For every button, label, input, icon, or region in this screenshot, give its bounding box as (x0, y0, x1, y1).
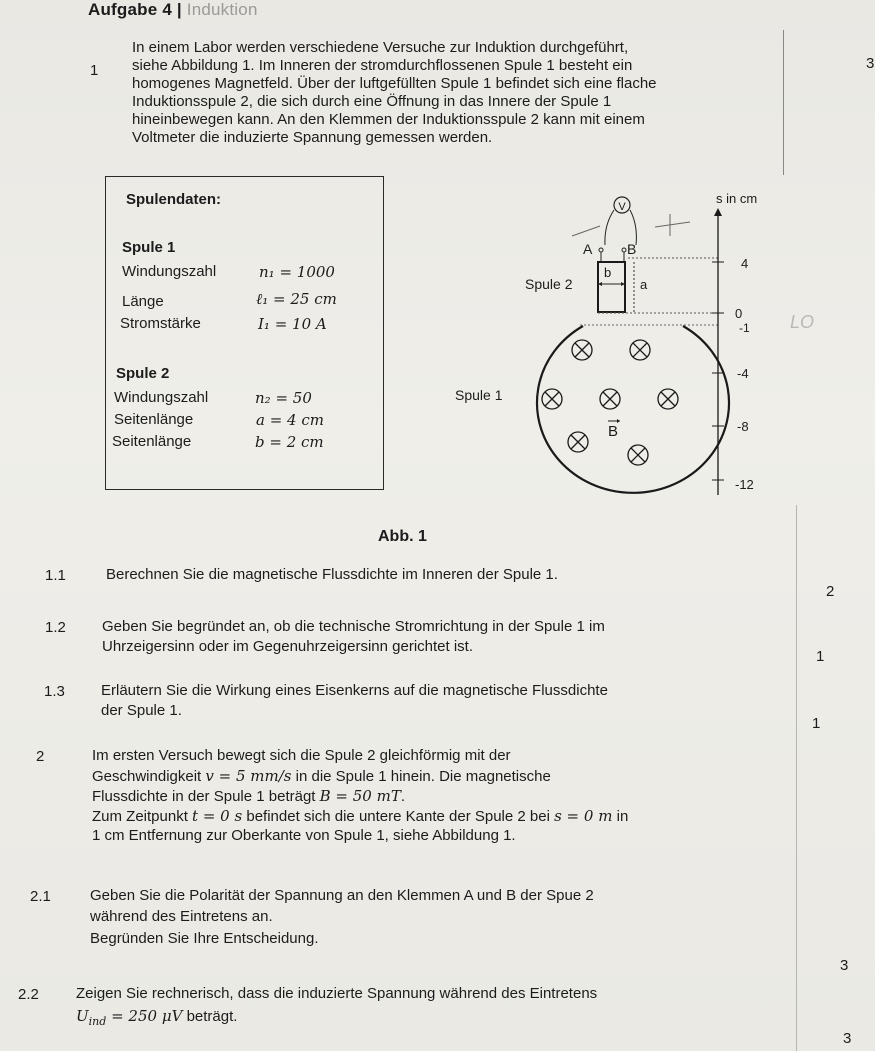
q2-1-line: Begründen Sie Ihre Entscheidung. (90, 930, 319, 947)
laenge-label: Länge (122, 293, 164, 310)
q1-1-text: Berechnen Sie die magnetische Flussdichte im Inneren der Spule 1. (106, 566, 558, 583)
field-vector-arrowhead (617, 419, 620, 423)
q1-2-line: Uhrzeigersinn oder im Gegenuhrzeigersinn gerichtet ist. (102, 638, 474, 655)
pencil-scribble: LO (790, 312, 815, 332)
task1-line: homogenes Magnetfeld. Über der luftgefüllten Spule 1 befindet sich eine flache (132, 75, 657, 92)
pencil-marks (572, 214, 690, 236)
voltage-value: = 250 μV (106, 1007, 183, 1025)
task2-text (92, 748, 792, 848)
dimension-b-label: b (604, 265, 612, 280)
q2-1-text (90, 888, 594, 953)
field-cross-icon (600, 389, 620, 409)
q1-1-points: 2 (826, 583, 835, 600)
field-cross-icon (628, 445, 648, 465)
q1-2-number: 1.2 (45, 619, 66, 636)
spule2-label: Spule 2 (525, 276, 573, 292)
terminal-b (622, 248, 626, 252)
velocity-value: v = 5 mm/s (205, 767, 292, 785)
windungszahl-label-2: Windungszahl (114, 389, 209, 406)
tick-label: -12 (735, 477, 754, 492)
s-axis-arrow (714, 208, 722, 216)
tick-label: 0 (735, 306, 743, 321)
field-b-label: B (608, 423, 619, 440)
q1-2-line: Geben Sie begründet an, ob die technische Stromrichtung in der Spule 1 im (102, 618, 605, 635)
field-cross-icon (542, 389, 562, 409)
voltmeter-label: V (618, 201, 626, 213)
q2-2-line: Zeigen Sie rechnerisch, dass die induzierte Spannung während des Eintretens (76, 985, 598, 1002)
task-title-faded: Induktion (186, 0, 258, 19)
terminal-b-label: B (627, 241, 637, 257)
q1-3-line: Erläutern Sie die Wirkung eines Eisenkerns auf die magnetische Flussdichte (101, 682, 608, 699)
spule2-title: Spule 2 (116, 365, 170, 382)
q2-2-points: 3 (843, 1030, 852, 1047)
spule1-title: Spule 1 (122, 239, 176, 256)
margin-divider-lower (796, 505, 797, 1051)
tick-label: -8 (737, 419, 749, 434)
task2-line: Im ersten Versuch bewegt sich die Spule 2 gleichförmig mit der (92, 747, 511, 764)
task2-line: Zum Zeitpunkt t = 0 s befindet sich die untere Kante der Spule 2 bei s = 0 m in (92, 807, 629, 825)
figure-caption: Abb. 1 (378, 528, 427, 545)
q2-1-number: 2.1 (30, 888, 51, 905)
voltage-symbol: U (76, 1007, 89, 1025)
task1-line: hineinbewegen kann. An den Klemmen der Induktionsspule 2 kann mit einem (132, 111, 645, 128)
q1-2-points: 1 (816, 648, 825, 665)
task1-line: siehe Abbildung 1. Im Inneren der stromdurchflossenen Spule 1 besteht ein (132, 57, 633, 74)
n2-value: n₂ = 50 (255, 389, 312, 407)
field-cross-icon (572, 340, 592, 360)
spule1-label: Spule 1 (455, 387, 503, 403)
terminal-a-label: A (583, 241, 593, 257)
task-header (88, 0, 258, 20)
coil-data-box (105, 176, 384, 490)
q1-1-number: 1.1 (45, 567, 66, 584)
q2-2-number: 2.2 (18, 986, 39, 1003)
tick-label: -4 (737, 366, 749, 381)
q1-3-text (101, 683, 608, 723)
induction-figure (440, 180, 840, 510)
position-value: s = 0 m (554, 807, 613, 825)
q1-3-points: 1 (812, 715, 821, 732)
seitenlaenge-b-label: Seitenlänge (112, 433, 192, 450)
l1-value: ℓ₁ = 25 cm (256, 290, 337, 308)
q1-3-line: der Spule 1. (101, 702, 182, 719)
tick-label: -1 (739, 321, 750, 335)
q1-2-text (102, 619, 605, 659)
n1-value: n₁ = 1000 (259, 263, 335, 281)
task2-line: Flussdichte in der Spule 1 beträgt B = 50 mT. (92, 787, 406, 805)
q1-3-number: 1.3 (44, 683, 65, 700)
windungszahl-label: Windungszahl (122, 263, 217, 280)
i1-value: I₁ = 10 A (258, 315, 327, 333)
voltmeter-wires (605, 210, 636, 245)
dimension-a-label: a (640, 277, 648, 292)
seitenlaenge-a-label: Seitenlänge (114, 411, 194, 428)
task-title: Aufgabe 4 | (88, 0, 182, 19)
spule1-coil (537, 326, 729, 493)
tick-label: 4 (741, 256, 749, 271)
task2-line: 1 cm Entfernung zur Oberkante von Spule 1, siehe Abbildung 1. (92, 827, 516, 844)
task2-line: Geschwindigkeit v = 5 mm/s in die Spule 1 hinein. Die magnetische (92, 767, 551, 785)
q2-2-text (76, 986, 597, 1030)
spule2-coil (598, 262, 625, 312)
a-value: a = 4 cm (256, 411, 324, 429)
field-cross-icon (568, 432, 588, 452)
q2-1-line: Geben Sie die Polarität der Spannung an den Klemmen A und B der Spue 2 (90, 887, 594, 904)
task1-points: 3 (866, 55, 875, 72)
field-cross-icon (658, 389, 678, 409)
flux-density-value: B = 50 mT (319, 787, 401, 805)
s-axis-title: s in cm (716, 191, 758, 206)
margin-divider (783, 30, 784, 175)
b-value: b = 2 cm (255, 433, 324, 451)
stromstaerke-label: Stromstärke (120, 315, 201, 332)
task1-line: In einem Labor werden verschiedene Versuche zur Induktion durchgeführt, (132, 39, 629, 56)
terminal-a (599, 248, 603, 252)
task1-line: Voltmeter die induzierte Spannung gemessen werden. (132, 129, 493, 146)
field-cross-icon (630, 340, 650, 360)
task1-number: 1 (90, 62, 99, 79)
q2-1-points: 3 (840, 957, 849, 974)
field-into-page-symbols (542, 340, 678, 465)
q2-2-line: $U_{ind} = 250$ μV beträgt. (76, 1007, 238, 1028)
task1-text (132, 40, 782, 148)
q2-1-line: während des Eintretens an. (90, 908, 273, 925)
task2-number: 2 (36, 748, 45, 765)
time-value: t = 0 s (192, 807, 243, 825)
task1-line: Induktionsspule 2, die sich durch eine Öffnung in das Innere der Spule 1 (132, 93, 612, 110)
coil-data-heading: Spulendaten: (126, 191, 222, 208)
